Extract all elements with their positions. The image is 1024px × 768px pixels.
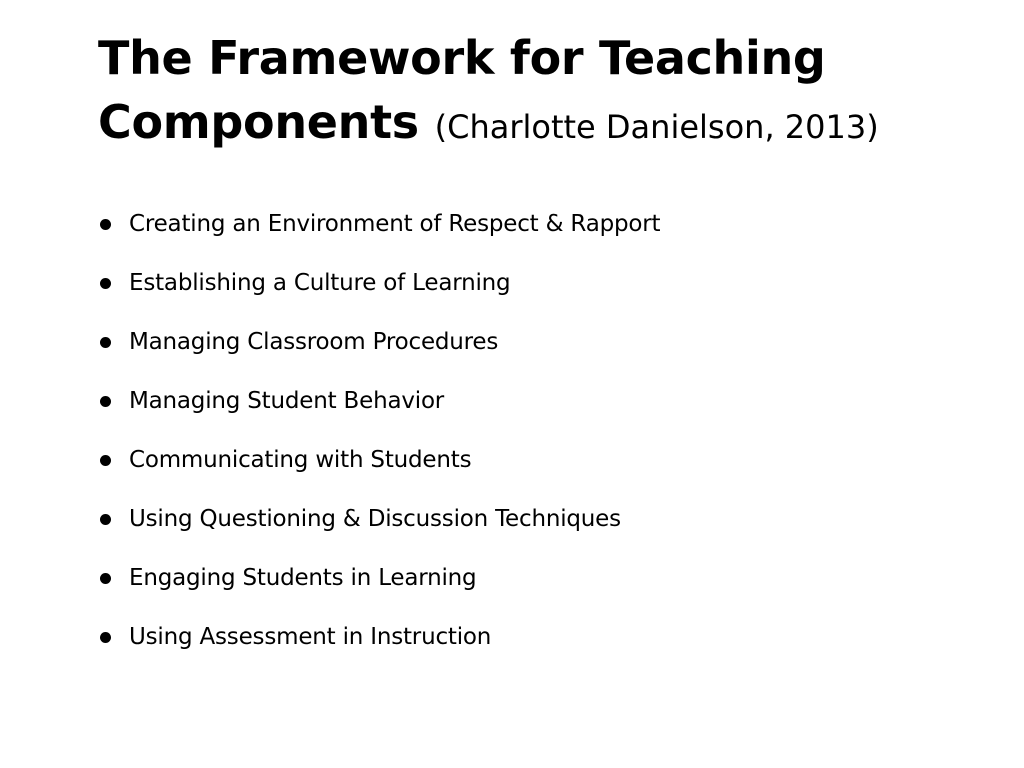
bullet-text: Establishing a Culture of Learning bbox=[129, 270, 511, 296]
slide-title-main: The Framework for Teaching Components bbox=[98, 31, 826, 149]
bullet-text: Using Questioning & Discussion Techniques bbox=[129, 506, 621, 532]
bullet-dot-icon bbox=[100, 632, 111, 643]
bullet-text: Communicating with Students bbox=[129, 447, 472, 473]
bullet-text: Engaging Students in Learning bbox=[129, 565, 477, 591]
bullet-dot-icon bbox=[100, 278, 111, 289]
bullet-dot-icon bbox=[100, 573, 111, 584]
bullet-dot-icon bbox=[100, 514, 111, 525]
bullet-dot-icon bbox=[100, 455, 111, 466]
bullet-text: Creating an Environment of Respect & Rapport bbox=[129, 211, 661, 237]
title-citation: (Charlotte Danielson, 2013) bbox=[434, 108, 879, 146]
slide-title bbox=[98, 26, 978, 159]
bullet-dot-icon bbox=[100, 396, 111, 407]
bullet-text: Using Assessment in Instruction bbox=[129, 624, 492, 650]
bullet-dot-icon bbox=[100, 337, 111, 348]
bullet-dot-icon bbox=[100, 219, 111, 230]
bullet-text: Managing Student Behavior bbox=[129, 388, 445, 414]
bullet-text: Managing Classroom Procedures bbox=[129, 329, 499, 355]
